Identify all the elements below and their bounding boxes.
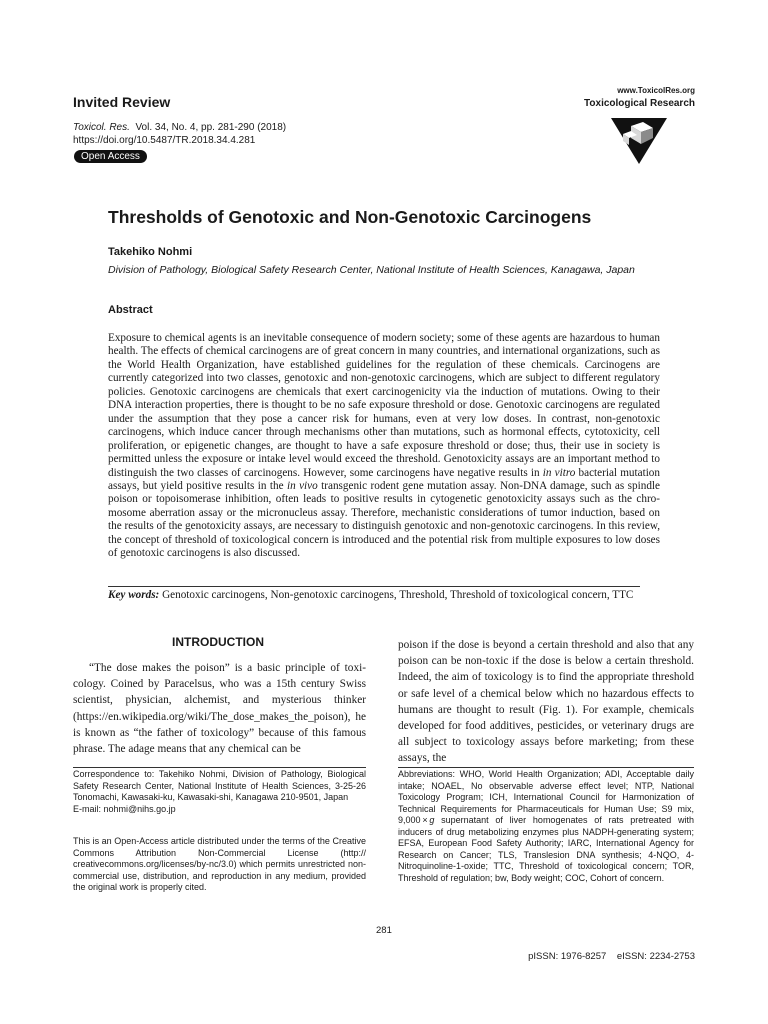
keywords — [108, 589, 660, 602]
correspondence-note — [73, 769, 366, 815]
citation-volume: Vol. 34, No. 4, pp. 281-290 (2018) — [135, 122, 287, 133]
issn-line: pISSN: 1976-8257 eISSN: 2234-2753 — [528, 951, 695, 962]
journal-name: Toxicological Research — [584, 98, 695, 109]
abstract-heading: Abstract — [108, 304, 153, 316]
keywords-divider — [108, 586, 640, 587]
intro-column-right: poison if the dose is beyond a certain threshold and also that any poison can be non-toxic if the dose is below a certain threshold. Indeed, the aim of toxicology is to find the appropriate threshold or safe level of a chemical below which no hazardous effects to humans are thought to result (Fig. 1). For example, chemicals developed for food additives, pesticides, or veterinary drugs are all subject to toxicology assays before marketing; from these assays, the — [398, 639, 694, 765]
doi-link[interactable]: https://doi.org/10.5487/TR.2018.34.4.281 — [73, 135, 256, 146]
abstract-in-vivo: in vivo — [286, 479, 318, 492]
author-name: Takehiko Nohmi — [108, 246, 193, 258]
abbreviations-part-1: Abbreviations: WHO, World Health Organization; ADI, Acceptable daily intake; NOAEL, No observable adverse effect level; NTP, National Toxicology Program; ICH, International Council for Harmonization of Technical Requirements for Pharmaceuticals for Human Use; S9 mix, 9,000 × — [398, 769, 694, 826]
abbreviations-g: g — [429, 815, 435, 826]
correspondence-email[interactable]: E-mail: nohmi@nihs.go.jp — [73, 803, 176, 814]
abstract-part-3: transgenic rodent gene mutation assay. Non-DNA damage, such as spindle poison or topoisomerase inhibition, often leads to positive results in cytogenetic genotoxicity assays such as the chromosome aberration assay or the micronucleus assay. Therefore, mechanistic considerations of tumor induction, based on the results of the genotoxicity assays, are necessary to distinguish genotoxic and non-genotoxic carcinogens. In this review, the concept of threshold of toxicological concern is introduced and the potential risk from multiple exposures to low doses of genotoxic carcinogens is also discussed. — [108, 479, 660, 560]
keywords-label: Key words: — [108, 589, 160, 601]
author-affiliation: Division of Pathology, Biological Safety Research Center, National Institute of Health Sciences, Kanagawa, Japan — [108, 264, 635, 276]
article-type-label: Invited Review — [73, 94, 171, 110]
abbreviations-part-2: supernatant of liver homogenates of rats pretreated with inducers of drug metabolizing enzymes plus NADPH-generating system; EFSA, European Food Safety Authority; IARC, International Agency for Research on Cancer; TLS, Translesion DNA synthesis; 4-NQO, 4-Nitroquinoline-1-oxide; TTC, Threshold of toxicological concern; TOR, Threshold of regulation; bw, Body weight; COC, Cohort of concern. — [398, 815, 694, 883]
introduction-heading: INTRODUCTION — [172, 635, 264, 649]
toxicological-research-logo-icon — [609, 116, 669, 166]
article-title: Thresholds of Genotoxic and Non-Genotoxic Carcinogens — [108, 207, 592, 227]
page-number: 281 — [376, 925, 392, 936]
open-access-badge: Open Access — [74, 150, 147, 163]
abbreviations-note — [398, 769, 694, 884]
keywords-list: Genotoxic carcinogens, Non-genotoxic carcinogens, Threshold, Threshold of toxicological concern, TTC — [159, 589, 634, 601]
journal-abbrev: Toxicol. Res. — [73, 122, 130, 133]
journal-website[interactable]: www.ToxicolRes.org — [617, 86, 695, 95]
abstract-part-1: Exposure to chemical agents is an inevitable consequence of modern society; some of these agents are hazardous to human health. The effects of chemical carcinogens are of great concern in many countries, and international organizations, such as the World Health Organization, have established guidelines for the regulation of these chemicals. Carcinogens are currently categorized into two classes, genotoxic and non-genotoxic carcinogens, which are subject to different regulatory policies. Genotoxic carcinogens are chemicals that exert carcinogenicity via the induction of mutations. Owing to their DNA interaction properties, there is thought to be no safe exposure threshold or dose. Genotoxic carcinogens are regulated under the assumption that they pose a cancer risk for humans, even at very low doses. In contrast, non-genotoxic carcinogens, which induce cancer through mechanisms other than mutations, such as hormonal effects, cytotoxicity, cell proliferation, or epigenetic changes, are thought to have a safe exposure threshold or dose; thus, their use in society is permitted unless the exposure or intake level would exceed the threshold. Genotoxicity assays are an important method to distinguish the two classes of carcinogens. However, some carcinogens have negative results in — [108, 332, 660, 479]
citation-line — [73, 122, 286, 133]
open-access-notice: This is an Open-Access article distributed under the terms of the Creative Commons Attribution Non-Commercial License (http:// creativecommons.org/licenses/by-nc/3.0) which permits unrestricted non-commercial use, distribution, and reproduction in any medium, provided the original work is properly cited. — [73, 836, 366, 893]
intro-column-left: “The dose makes the poison” is a basic principle of toxicology. Coined by Paracelsus, who was a 15th century Swiss scientist, physician, alchemist, and mysterious thinker (https://en.wikipedia.org/wiki/The_dose_makes_the_poison), he is known as “the father of toxicology” because of this famous phrase. The adage means that any chemical can be — [73, 662, 366, 756]
footnote-divider-left — [73, 767, 366, 768]
correspondence-address: Correspondence to: Takehiko Nohmi, Division of Pathology, Biological Safety Research Center, National Institute of Health Sciences, 3-25-26 Tonomachi, Kawasaki-ku, Kawasaki-shi, Kanagawa 210-9501, Japan — [73, 769, 366, 803]
abstract-part-2: bacterial mutation assays, but yield positive results in the — [108, 466, 660, 492]
footnote-divider-right — [398, 767, 694, 768]
abstract-in-vitro: in vitro — [542, 466, 576, 479]
abstract-text — [108, 332, 660, 561]
